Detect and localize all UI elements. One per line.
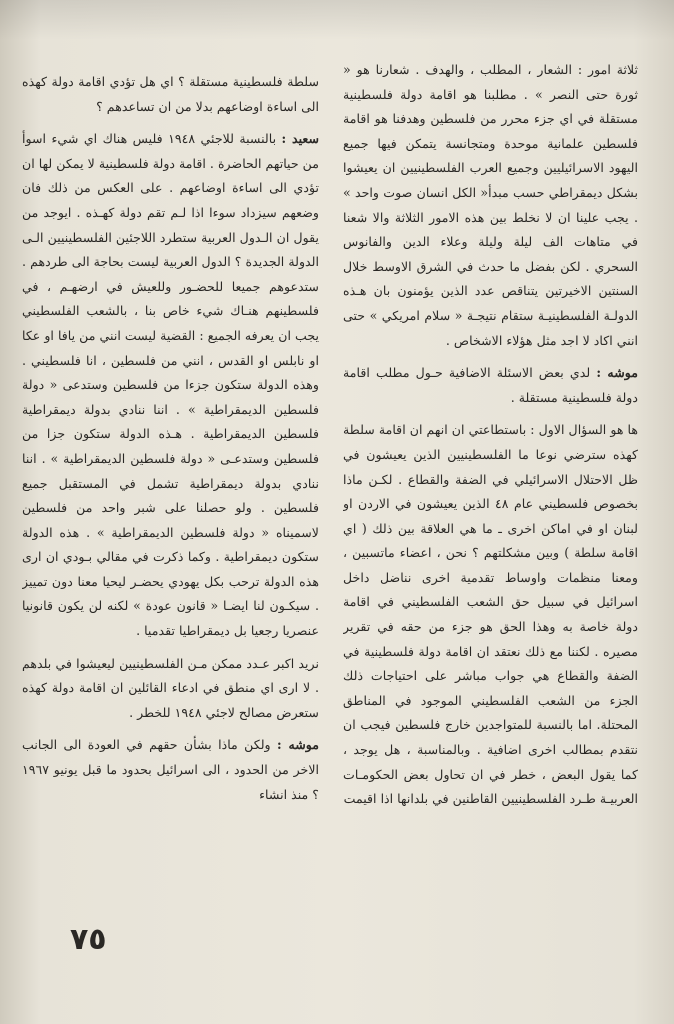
speaker-text: ولكن ماذا بشأن حقهم في العودة الى الجانب الاخر من الحدود ، الى اسرائيل بحدود ما قبل يونيو ١٩٦٧ ؟ منذ انشاء (22, 737, 319, 802)
paragraph (343, 361, 638, 410)
left-text-column (22, 70, 319, 950)
speaker-text: لدي بعض الاسئلة الاضافية حـول مطلب اقامة دولة فلسطينية مستقلة . (343, 365, 638, 405)
speaker-label: موشه : (277, 737, 319, 753)
paragraph: سلطة فلسطينية مستقلة ؟ اي هل تؤدي اقامة دولة كهذه الى اساءة اوضاعهم بدلا من ان تساعدهم ؟ (22, 74, 319, 114)
paragraph (22, 733, 319, 807)
speaker-label: سعيد : (281, 131, 319, 147)
paragraph (22, 127, 319, 643)
page-number: ٧٥ (70, 922, 107, 957)
speaker-label: موشه : (596, 365, 638, 381)
paragraph: ها هو السؤال الاول : باستطاعتي ان انهم ان اقامة سلطة كهذه سترضي نوعا ما الفلسطينيين الذين يعيشون في ظل الاحتلال الاسرائيلي في الضفة والقطاع . لكـن ماذا بخصوص فلسطيني عام ٤٨ الذين يعيشون في الاردن او لبنان او في اماكن اخرى ـ ما هي العلاقة بين ذلك ( اي اقامة سلطة ) وبين مشكلتهم ؟ نحن ، اعضاء ماتسبين ، ومعنا منظمات واوساط تقدمية اخرى نناضل داخل اسرائيل في سبيل حق الشعب الفلسطيني في اقامة دولة خاصة به وهذا الحق هو جزء من حقه في تقرير مصيره . لكننا مع ذلك نعتقد ان اقامة دولة فلسطينية في الضفة والقطاع هي جواب مباشر على احتياجات ذلك الجزء من الشعب الفلسطيني الموجود في المناطق المحتلة. اما بالنسبة للمتواجدين خارج فلسطين فيجب ان نتقدم بمطالب اخرى اضافية . وبالمناسبة ، هل يوجد ، كما يقول البعض ، خطر في ان تحاول بعض الحكومـات العربيـة طـرد الفلسطينيين القاطنين في بلدانها اذا اقيمت (343, 422, 638, 807)
paragraph: نريد اكبر عـدد ممكن مـن الفلسطينيين ليعيشوا في بلدهم . لا ارى اي منطق في ادعاء القائلين ان اقامة دولة كهذه ستعرض مصالح لاجئي ١٩٤٨ للخطر . (22, 655, 319, 720)
right-text-column (343, 58, 638, 938)
speaker-text: بالنسبة للاجئي ١٩٤٨ فليس هناك اي شيء اسوأ من حياتهم الحاضرة . اقامة دولة فلسطينية لا يمكن لها ان تؤدي الى اساءة اوضاعهم . على العكس من ذلك فان وضعهم سيزداد سوءا اذا لـم تقم دولة كهـذه . ايوجد من يقول ان الـدول العربية ستطرد اللاجئين الفلسطينيين الـى الدولة الجديدة ؟ الدول العربية ليست بحاجة الى طردهم . ستدعوهم جميعا للحضـور وللعيش في ارضهـم ، في فلسطينهم هنـاك شيء خاص بنا ، بالشعب الفلسطيني يجب ان يعرفه الجميع : القضية ليست انني من يافا او عكا او نابلس او القدس ، انني من فلسطين ، انا فلسطيني . وهذه الدولة ستكون جزءا من فلسطين وستدعى « دولة فلسطين الديمقراطية » . اننا ننادي بدولة ديمقراطية فلسطين الديمقراطية . هـذه الدولة ستكون جزا من فلسطين وستدعـى « دولة فلسطين الديمقراطية » . اننا ننادي بدولة ديمقراطية تشمل في المستقبل جميع فلسطين . ولو حصلنا على شبر واحد من فلسطين لاسميناه « دولة فلسطين الديمقراطية » . هذه الدولة ستكون ديمقراطية . وكما ذكرت في مقالي بـودي ان ارى هذه الدولة ترحب بكل يهودي يحضـر ليحيا معنا دون تمييز . سيكـون لنا ايضـا « قانون عودة » لكنه لن يكون قانونيا عنصريا رجعيا بل ديمقراطيا تقدميا . (22, 131, 319, 639)
page-shadow (0, 0, 674, 40)
paragraph: ثلاثة امور : الشعار ، المطلب ، والهدف . شعارنا هو « ثورة حتى النصر » . مطلبنا هو اقامة دولة فلسطينية مستقلة في اي جزء محرر من فلسطين وهدفنا هو اقامة فلسطين علمانية موحدة ومتجانسة يتمكن فيها جميع اليهود الاسرائيليين وجميع العرب الفلسطينيين ان يعيشوا بشكل ديمقراطي حسب مبدأ« الكل انسان صوت واحد » . يجب علينا ان لا نخلط بين هذه الامور الثلاثة والا شعنا في متاهات الف ليلة وليلة وعلاء الدين والفانوس السحري . لكن بفضل ما حدث في الشرق الاوسط خلال السنتين الاخيرتين يتناقص عدد الذين يؤمنون بان هـذه الدولـة الفلسطينيـة ستقام نتيجـة « سلام امريكي » حتى انني اكاد لا اجد مثل هؤلاء الاشخاص . (343, 62, 638, 348)
